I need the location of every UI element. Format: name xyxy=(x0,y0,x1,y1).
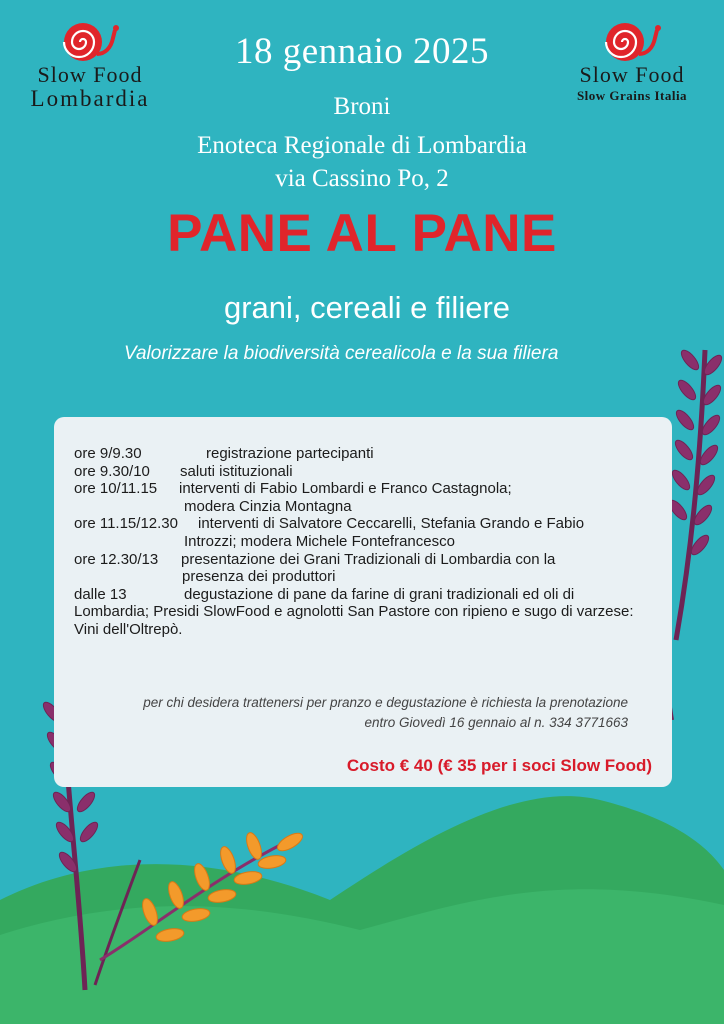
event-city: Broni xyxy=(333,93,391,120)
reservation-note xyxy=(143,693,628,733)
event-title: PANE AL PANE xyxy=(167,204,557,263)
event-date: 18 gennaio 2025 xyxy=(234,31,490,72)
program-free-text: Lombardia; Presidi SlowFood e agnolotti San Pastore con ripieno e sugo di varzese: Vini dell'Oltrepò. xyxy=(74,603,634,638)
program-desc: saluti istituzionali xyxy=(180,462,293,480)
logo-brand-name: Slow Food xyxy=(37,62,143,87)
program-item xyxy=(74,463,664,481)
program-item xyxy=(74,515,664,550)
program-item xyxy=(74,480,664,515)
event-cost: Costo € 40 (€ 35 per i soci Slow Food) xyxy=(346,756,652,775)
reservation-note-line: per chi desidera trattenersi per pranzo e degustazione è richiesta la prenotazione xyxy=(143,695,628,710)
program-time: ore 10/11.15 xyxy=(74,480,158,498)
program-desc-continued: presenza dei produttori xyxy=(182,568,336,586)
program-desc: degustazione di pane da farine di grani tradizionali ed oli di xyxy=(184,585,575,603)
program-item xyxy=(74,551,664,586)
program-item xyxy=(74,445,664,463)
program-desc: interventi di Fabio Lombardi e Franco Castagnola; xyxy=(179,480,512,498)
program-item xyxy=(74,586,664,604)
event-tagline: Valorizzare la biodiversità cerealicola e la sua filiera xyxy=(124,343,559,364)
logo-brand-name: Slow Food xyxy=(579,62,685,87)
program-desc: registrazione partecipanti xyxy=(206,445,374,462)
program-desc-continued: Introzzi; modera Michele Fontefrancesco xyxy=(184,532,455,550)
program-desc: interventi di Salvatore Ceccarelli, Stefania Grando e Fabio xyxy=(198,515,585,533)
program-time: ore 9.30/10 xyxy=(74,462,150,480)
logo-sub-name: Slow Grains Italia xyxy=(576,88,688,103)
reservation-note-line: entro Giovedì 16 gennaio al n. 334 3771663 xyxy=(364,715,628,730)
program-time: ore 9/9.30 xyxy=(74,445,142,462)
program-desc-continued: modera Cinzia Montagna xyxy=(184,497,352,515)
event-address: via Cassino Po, 2 xyxy=(275,165,449,192)
program-time: ore 11.15/12.30 xyxy=(74,515,178,533)
logo-region-name: Lombardia xyxy=(30,86,150,111)
event-subtitle: grani, cereali e filiere xyxy=(223,290,511,325)
program-box xyxy=(54,417,672,787)
program-time: dalle 13 xyxy=(74,585,127,603)
program-desc: presentazione dei Grani Tradizionali di Lombardia con la xyxy=(181,550,556,568)
program-list xyxy=(74,445,664,639)
event-venue: Enoteca Regionale di Lombardia xyxy=(197,132,527,159)
program-time: ore 12.30/13 xyxy=(74,550,159,568)
